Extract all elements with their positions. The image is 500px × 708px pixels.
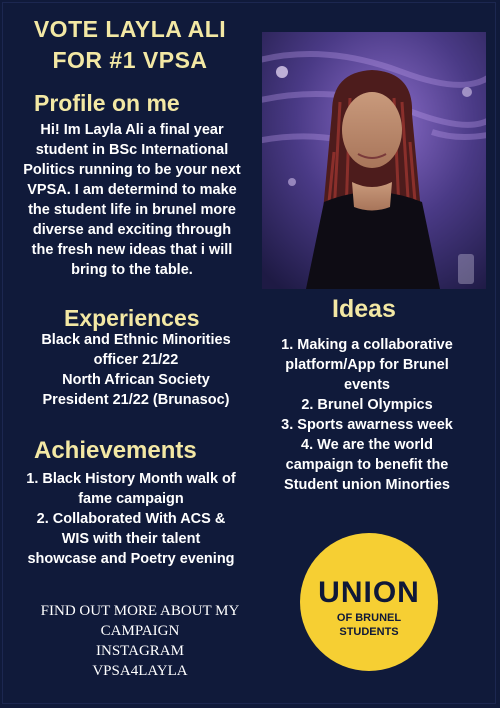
experience-line: Black and Ethnic Minorities (41, 332, 231, 348)
idea-line: campaign to benefit the (285, 457, 449, 473)
union-logo (300, 533, 438, 671)
candidate-photo (262, 32, 486, 289)
achievement-line: 1. Black History Month walk of (26, 471, 236, 487)
idea-line: 1. Making a collaborative (281, 337, 453, 353)
idea-line: Student union Minorties (284, 477, 450, 493)
title-line-2: FOR #1 VPSA (52, 47, 208, 73)
idea-line: platform/App for Brunel (285, 357, 449, 373)
experiences-heading: Experiences (64, 305, 200, 331)
idea-line: 3. Sports awarness week (281, 417, 453, 433)
profile-line: the student life in brunel more (28, 202, 236, 218)
campaign-line: FIND OUT MORE ABOUT MY (40, 603, 240, 619)
campaign-handle: VPSA4LAYLA (92, 663, 188, 679)
idea-line: 4. We are the world (301, 437, 433, 453)
profile-line: the fresh new ideas that i will (31, 242, 233, 258)
title-line-1: VOTE LAYLA ALI (33, 16, 227, 42)
achievements-heading: Achievements (34, 437, 197, 464)
logo-sub-line-1: OF BRUNEL (336, 612, 402, 624)
idea-line: events (344, 377, 390, 393)
candidate-photo-image (262, 32, 486, 289)
achievements-list (8, 469, 254, 569)
ideas-heading: Ideas (332, 295, 396, 323)
experience-line: President 21/22 (Brunasoc) (42, 392, 230, 408)
experiences-text (18, 330, 254, 410)
logo-sub-line-2: STUDENTS (339, 626, 399, 638)
profile-text (6, 120, 258, 280)
campaign-line: CAMPAIGN (100, 623, 180, 639)
experience-line: officer 21/22 (93, 352, 179, 368)
achievement-line: 2. Collaborated With ACS & (36, 511, 226, 527)
poster-title (10, 14, 250, 76)
idea-line: 2. Brunel Olympics (301, 397, 433, 413)
profile-line: student in BSc International (35, 142, 229, 158)
profile-line: diverse and exciting through (32, 222, 232, 238)
achievement-line: fame campaign (78, 491, 184, 507)
profile-line: VPSA. I am determind to make (27, 182, 237, 198)
achievement-line: WIS with their talent (61, 531, 201, 547)
ideas-list (262, 335, 472, 495)
campaign-line: INSTAGRAM (96, 643, 184, 659)
experience-line: North African Society (62, 372, 210, 388)
profile-line: Hi! Im Layla Ali a final year (40, 122, 224, 138)
logo-word: UNION (318, 576, 420, 609)
profile-heading: Profile on me (34, 90, 180, 116)
achievement-line: showcase and Poetry evening (27, 551, 235, 567)
campaign-info (14, 601, 266, 681)
profile-line: Politics running to be your next (23, 162, 241, 178)
profile-line: bring to the table. (71, 262, 193, 278)
